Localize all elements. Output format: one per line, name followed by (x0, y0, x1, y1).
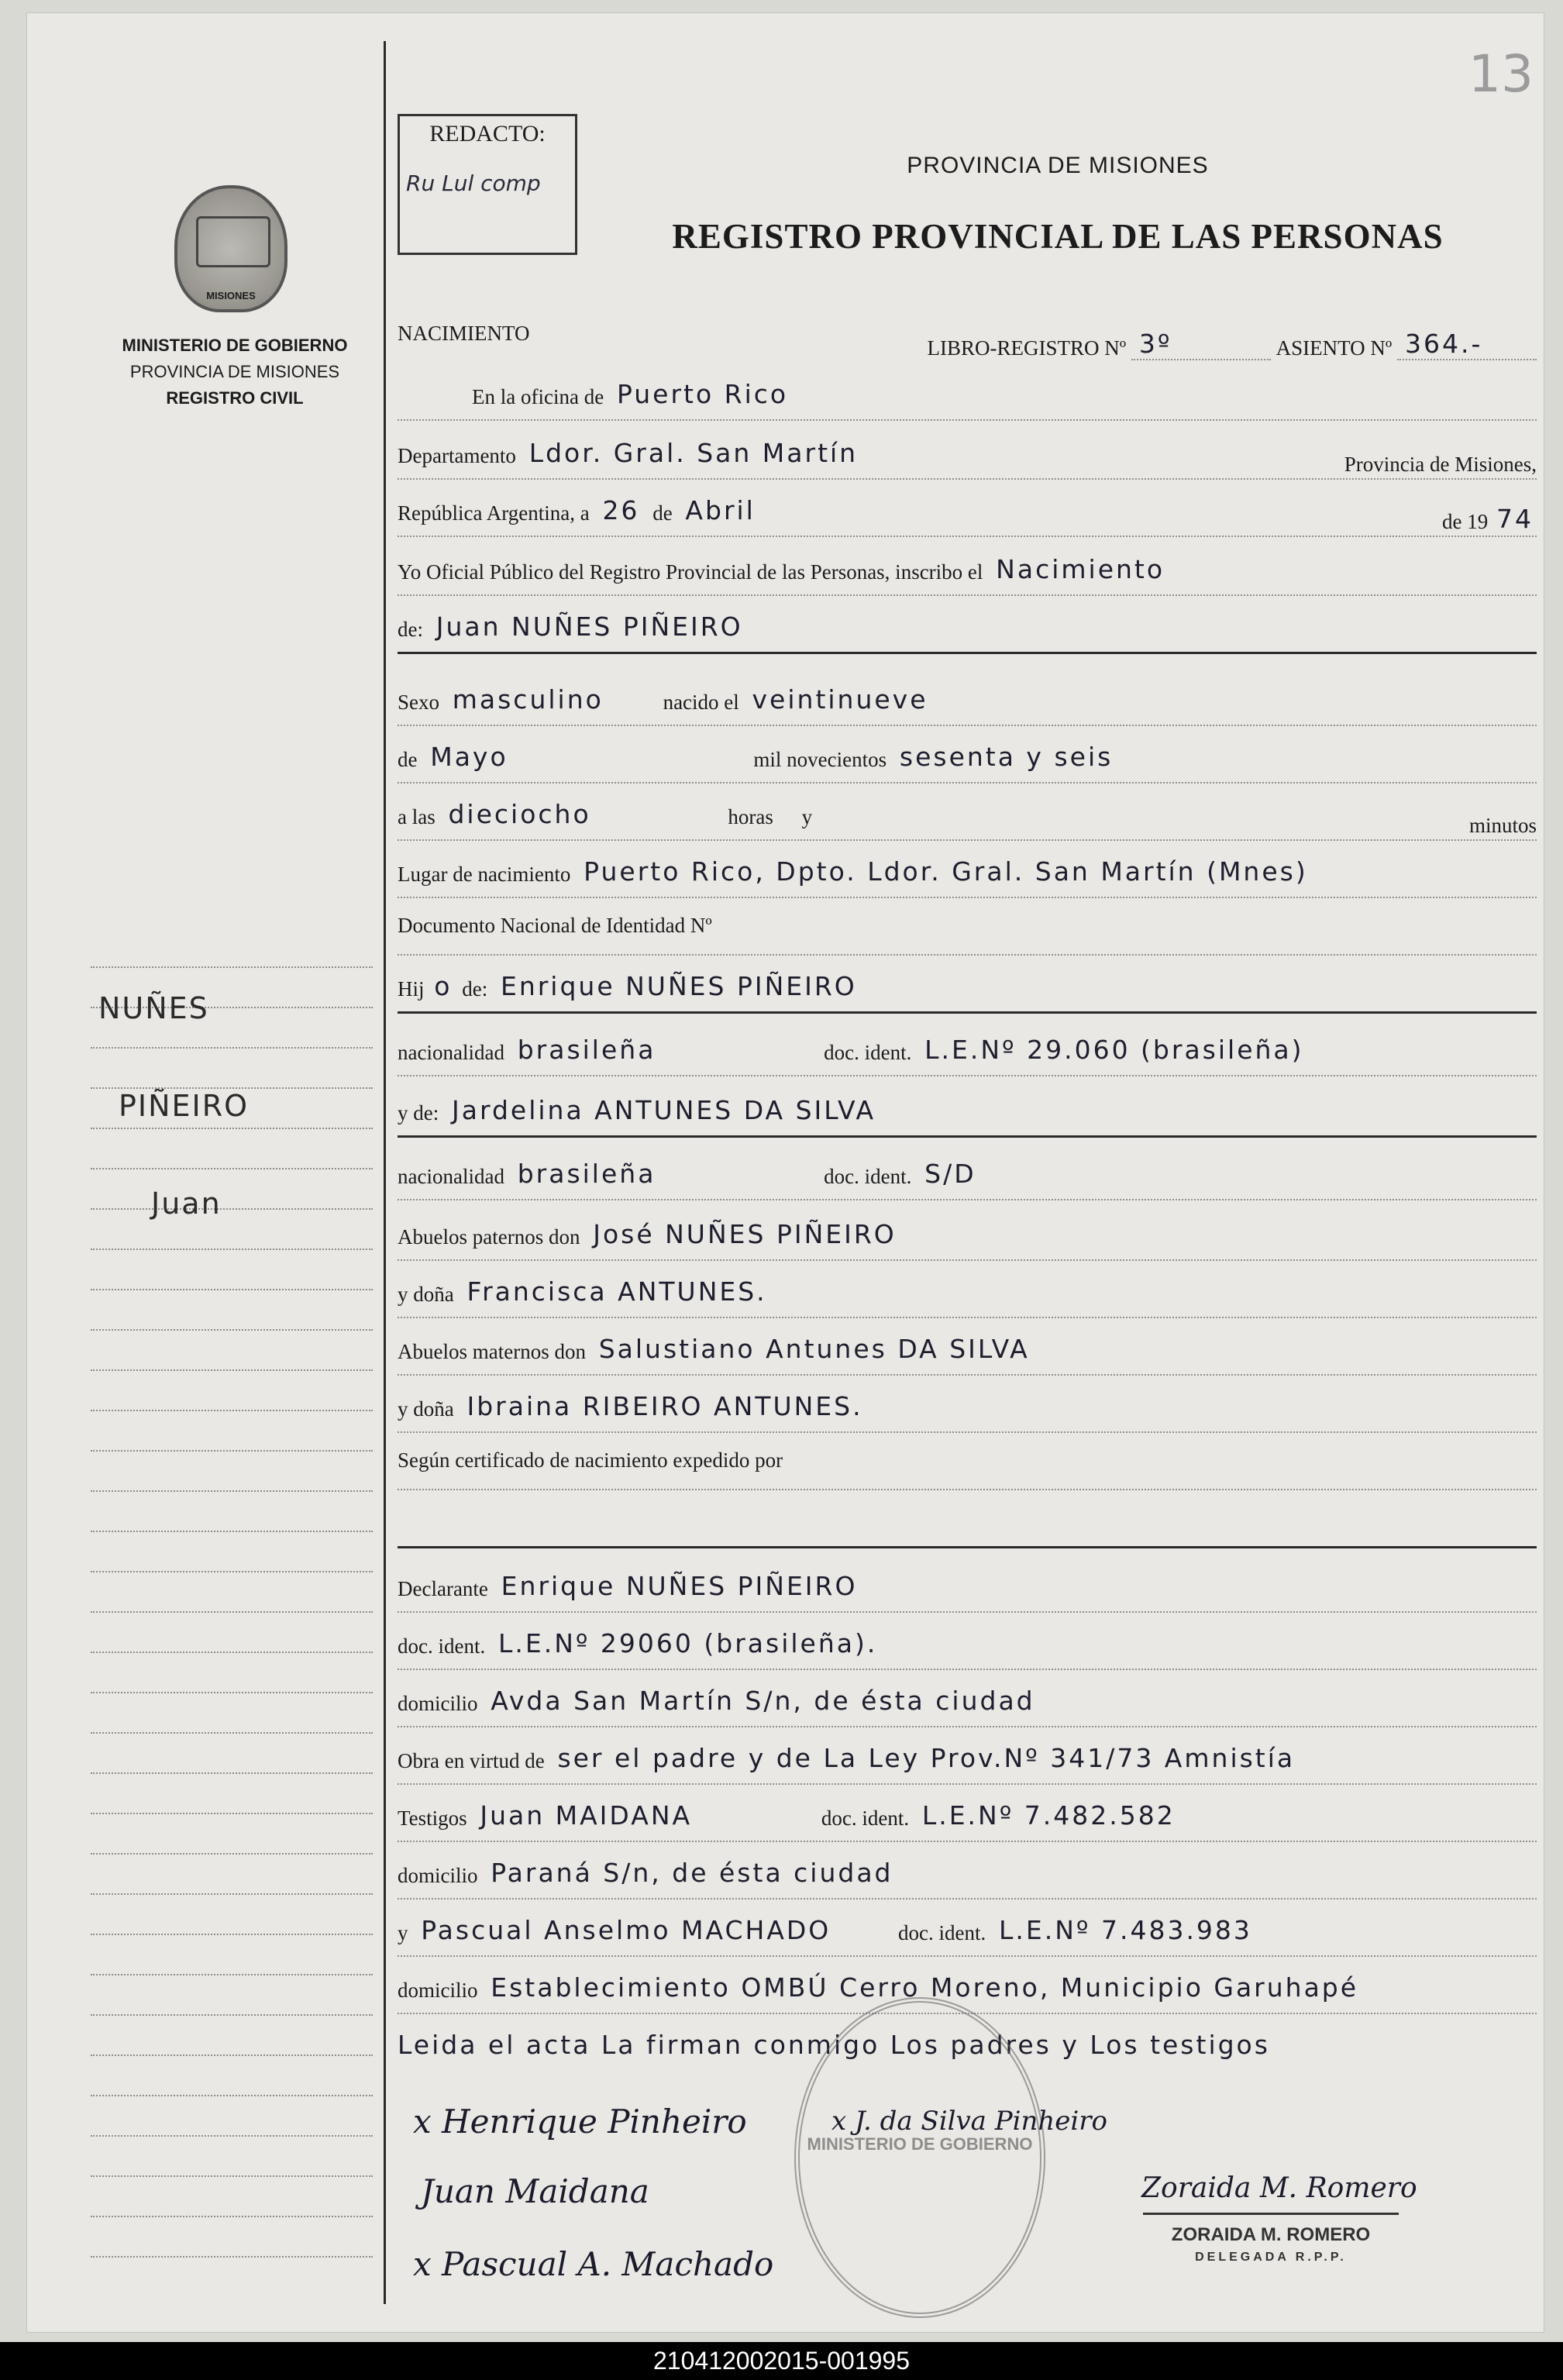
margin-line (91, 1853, 373, 1855)
ab-pat-don-value: José NUÑES PIÑEIRO (593, 1219, 897, 1249)
header-province: PROVINCIA DE MISIONES (907, 153, 1209, 178)
mes-value: Abril (685, 495, 756, 525)
margin-line (91, 1450, 373, 1452)
horas-value: dieciocho (448, 799, 591, 829)
margin-line (91, 1410, 373, 1411)
doc-label-2: doc. ident. (824, 1165, 912, 1188)
page-number: 13 (1468, 44, 1534, 104)
domicilio-label-2: domicilio (398, 1864, 478, 1887)
margin-line (91, 1732, 373, 1734)
ab-pat-dona-value: Francisca ANTUNES. (466, 1276, 767, 1307)
ab-mat-don-value: Salustiano Antunes DA SILVA (598, 1334, 1030, 1364)
anio-nac-value: sesenta y seis (899, 742, 1114, 772)
libro-label: LIBRO-REGISTRO Nº (927, 336, 1127, 360)
sexo-value: masculino (452, 684, 604, 715)
record-type: NACIMIENTO (398, 322, 530, 345)
document-page (26, 12, 1544, 2333)
margin-line (91, 1611, 373, 1613)
dia-value: 26 (602, 495, 640, 525)
de-label-2: de: (398, 618, 423, 641)
margin-surname-1: NUÑES (98, 991, 209, 1025)
leida-text: Leida el acta La firman conmigo Los padres y Los testigos (398, 2030, 1270, 2060)
oficina-label: En la oficina de (472, 385, 604, 408)
testigo2-value: Pascual Anselmo MACHADO (421, 1915, 831, 1945)
dni-label: Documento Nacional de Identidad Nº (398, 914, 712, 937)
hijo-suffix: o (434, 971, 453, 1001)
row-decl-dom (398, 1686, 1537, 1727)
margin-line (91, 2175, 373, 2177)
doc-label-4: doc. ident. (821, 1807, 910, 1830)
margin-line (91, 1369, 373, 1371)
doc-label-5: doc. ident. (898, 1921, 986, 1944)
madre-doc-value: S/D (924, 1159, 976, 1189)
asiento-value: 364.- (1397, 329, 1537, 360)
y-dona-label-2: y doña (398, 1397, 454, 1421)
testigos-label: Testigos (398, 1807, 467, 1830)
signature-5: x Pascual A. Machado (413, 2245, 774, 2283)
margin-line (91, 966, 373, 968)
y-dona-label: y doña (398, 1283, 454, 1306)
margin-line (91, 1168, 373, 1169)
mes-nac-label: de (398, 748, 418, 771)
row-abuelos-paternos-dona (398, 1276, 1537, 1318)
doc-label: doc. ident. (824, 1041, 912, 1064)
acto-value: Nacimiento (996, 554, 1165, 584)
margin-line (91, 2216, 373, 2217)
republica-label: República Argentina, a (398, 501, 590, 525)
mes-nac-value: Mayo (430, 742, 508, 772)
alas-label: a las (398, 805, 436, 828)
coat-of-arms-seal (174, 185, 287, 312)
padre-doc-value: L.E.Nº 29.060 (brasileña) (924, 1035, 1304, 1065)
row-decl-doc (398, 1628, 1537, 1670)
hijo-de-label: de: (462, 977, 488, 1001)
ab-mat-dona-value: Ibraina RIBEIRO ANTUNES. (466, 1391, 863, 1421)
delegada-title: DELEGADA R.P.P. (1195, 2251, 1347, 2264)
padre-value: Enrique NUÑES PIÑEIRO (500, 971, 857, 1001)
testigo1-dom-value: Paraná S/n, de ésta ciudad (491, 1858, 893, 1888)
nacido-label: nacido el (663, 691, 739, 714)
margin-line (91, 1289, 373, 1290)
row-madre (398, 1095, 1537, 1138)
madre-nac-value: brasileña (517, 1159, 656, 1189)
horas-label: horas (728, 805, 773, 828)
margin-line (91, 1652, 373, 1653)
ministry-province: PROVINCIA DE MISIONES (129, 362, 340, 381)
margin-line (91, 1329, 373, 1331)
minutos-label: minutos (1468, 814, 1537, 837)
seal-shield-icon (196, 216, 270, 267)
row-testigo2-dom (398, 1972, 1537, 2014)
anio-label: de 19 (1442, 510, 1489, 533)
margin-line (91, 2135, 373, 2137)
anio-block (1442, 504, 1537, 534)
row-nombre (398, 611, 1537, 654)
margin-line (91, 1128, 373, 1129)
certificado-label: Según certificado de nacimiento expedido por (398, 1448, 783, 1472)
stamp-text: MINISTERIO DE GOBIERNO (807, 2134, 1033, 2154)
margin-line (91, 1893, 373, 1895)
obra-label: Obra en virtud de (398, 1749, 545, 1772)
lugar-label: Lugar de nacimiento (398, 863, 571, 886)
row-declarante (398, 1571, 1537, 1613)
margin-line (91, 2095, 373, 2096)
signature-4: Zoraida M. Romero (1141, 2172, 1417, 2204)
row-record-type (398, 322, 1537, 362)
redacto-box (398, 114, 577, 255)
domicilio-label: domicilio (398, 1692, 478, 1715)
header-registry: REGISTRO PROVINCIAL DE LAS PERSONAS (672, 217, 1444, 256)
row-abuelos-maternos-dona (398, 1391, 1537, 1433)
margin-line (91, 2055, 373, 2056)
y-de-label: y de: (398, 1101, 439, 1125)
redacto-signature: Ru Lul comp (406, 170, 541, 196)
ministry-block (95, 332, 374, 412)
row-fecha (398, 495, 1537, 537)
nacido-dia-value: veintinueve (752, 684, 928, 715)
y-label-2: y (398, 1921, 408, 1944)
signature-3: Juan Maidana (421, 2172, 649, 2210)
signature-1: x Henrique Pinheiro (413, 2103, 747, 2141)
row-hora (398, 799, 1537, 841)
domicilio-label-3: domicilio (398, 1979, 478, 2002)
departamento-value: Ldor. Gral. San Martín (528, 438, 859, 468)
margin-line (91, 1531, 373, 1532)
anio-value: 74 (1496, 504, 1534, 534)
margin-line (91, 1934, 373, 1935)
madre-value: Jardelina ANTUNES DA SILVA (452, 1095, 876, 1125)
row-inscribo (398, 554, 1537, 596)
ministry-civil: REGISTRO CIVIL (166, 388, 304, 408)
margin-divider (384, 41, 386, 2304)
decl-dom-value: Avda San Martín S/n, de ésta ciudad (491, 1686, 1035, 1716)
row-obra (398, 1743, 1537, 1785)
provincia-label: Provincia de Misiones, (1344, 453, 1537, 476)
margin-line (91, 1974, 373, 1975)
lugar-value: Puerto Rico, Dpto. Ldor. Gral. San Martín (Mnes) (584, 856, 1308, 887)
margin-line (91, 1813, 373, 1814)
mil-label: mil novecientos (753, 748, 887, 771)
sexo-label: Sexo (398, 691, 439, 714)
doc-label-3: doc. ident. (398, 1634, 486, 1658)
margin-line (91, 1490, 373, 1492)
libro-asiento (928, 329, 1537, 360)
margin-line (91, 1772, 373, 1774)
margin-line (91, 1249, 373, 1250)
margin-line (91, 2014, 373, 2016)
nacionalidad-label-2: nacionalidad (398, 1165, 504, 1188)
row-departamento (398, 438, 1537, 480)
row-abuelos-maternos-don (398, 1334, 1537, 1376)
margin-line (91, 1208, 373, 1210)
nombre-value: Juan NUÑES PIÑEIRO (436, 611, 743, 642)
testigo2-doc-value: L.E.Nº 7.483.983 (999, 1915, 1252, 1945)
delegada-block (1143, 2213, 1399, 2265)
row-padre-nac (398, 1035, 1537, 1076)
row-mes-nac (398, 742, 1537, 784)
declarante-value: Enrique NUÑES PIÑEIRO (501, 1571, 858, 1601)
margin-line (91, 1047, 373, 1049)
signature-area (398, 2103, 1537, 2320)
row-padre (398, 971, 1537, 1014)
padre-nac-value: brasileña (517, 1035, 656, 1065)
libro-value: 3º (1131, 329, 1271, 360)
margin-surname-2: PIÑEIRO (119, 1089, 250, 1123)
testigo2-dom-value: Establecimiento OMBÚ Cerro Moreno, Municipio Garuhapé (491, 1972, 1359, 2003)
margin-line (91, 2256, 373, 2258)
testigo1-value: Juan MAIDANA (480, 1800, 693, 1831)
row-abuelos-paternos-don (398, 1219, 1537, 1261)
decl-doc-value: L.E.Nº 29060 (brasileña). (497, 1628, 878, 1658)
row-oficina (398, 379, 1537, 421)
row-certificado (398, 1448, 1537, 1490)
row-testigo2 (398, 1915, 1537, 1957)
asiento-label: ASIENTO Nº (1276, 336, 1393, 360)
hijo-label: Hij (398, 977, 425, 1001)
seal-label: MISIONES (206, 290, 256, 301)
row-testigo1-dom (398, 1858, 1537, 1900)
row-dni (398, 914, 1537, 956)
nacionalidad-label: nacionalidad (398, 1041, 504, 1064)
row-testigo1 (398, 1800, 1537, 1842)
signature-2: x J. da Silva Pinheiro (831, 2106, 1108, 2137)
ab-pat-label: Abuelos paternos don (398, 1225, 580, 1249)
departamento-label: Departamento (398, 444, 516, 467)
delegada-name: ZORAIDA M. ROMERO (1143, 2213, 1399, 2246)
y-label: y (801, 805, 813, 828)
row-sexo (398, 684, 1537, 726)
inscribo-label: Yo Oficial Público del Registro Provincial de las Personas, inscribo el (398, 560, 983, 584)
document-id-bar: 210412002015-001995 (0, 2342, 1563, 2380)
ministry-name: MINISTERIO DE GOBIERNO (122, 336, 348, 355)
de-label: de (652, 501, 673, 525)
testigo1-doc-value: L.E.Nº 7.482.582 (921, 1800, 1176, 1831)
margin-line (91, 1571, 373, 1572)
declarante-label: Declarante (398, 1577, 488, 1600)
oficina-value: Puerto Rico (616, 379, 789, 409)
margin-line (91, 1692, 373, 1693)
redacto-label: REDACTO: (429, 121, 546, 146)
row-blank (398, 1506, 1537, 1548)
obra-value: ser el padre y de La Ley Prov.Nº 341/73 Amnistía (557, 1743, 1296, 1773)
row-lugar (398, 856, 1537, 898)
row-madre-nac (398, 1159, 1537, 1200)
margin-given-name: Juan (151, 1187, 222, 1221)
ab-mat-label: Abuelos maternos don (398, 1340, 586, 1363)
